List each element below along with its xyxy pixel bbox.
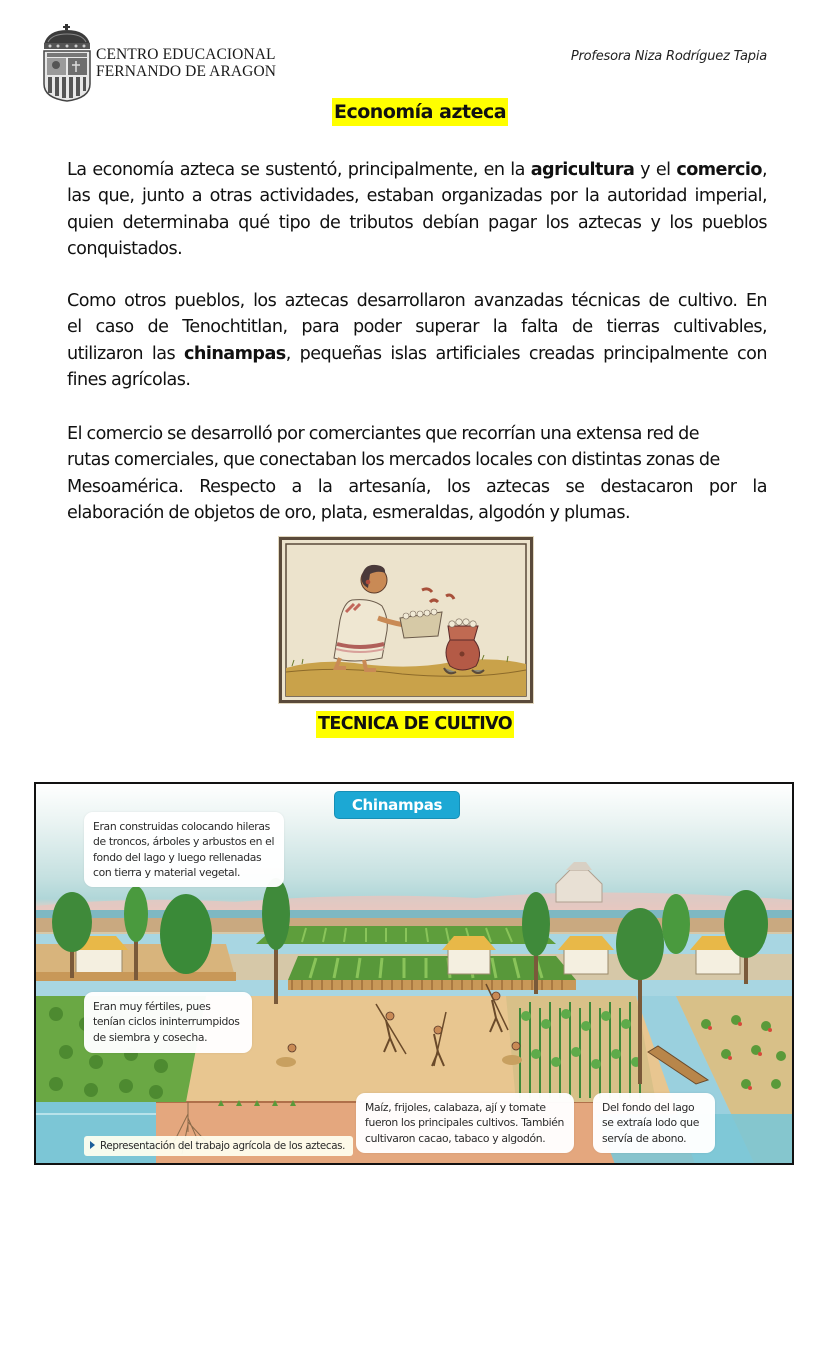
- teacher-name: Profesora Niza Rodríguez Tapia: [570, 49, 767, 64]
- text-segment: La economía azteca se sustentó, principalmente, en la: [67, 160, 531, 180]
- paragraph-line: quien determinaba qué tipo de tributos debían pagar los aztecas y los pueblos: [67, 212, 767, 233]
- paragraph-line: elaboración de objetos de oro, plata, esmeraldas, algodón y plumas.: [67, 503, 630, 524]
- callout-line: fueron los principales cultivos. También: [365, 1116, 565, 1130]
- triangle-bullet-icon: [90, 1141, 95, 1149]
- callout-line: se extraía lodo que: [602, 1116, 700, 1130]
- illustration-caption: [84, 1136, 353, 1156]
- callout-line: Del fondo del lago: [602, 1101, 695, 1114]
- school-crest-logo: [38, 24, 96, 102]
- farmer-sowing-illustration: [282, 540, 530, 700]
- text-segment: ,: [761, 160, 767, 180]
- bold-term-comercio: comercio: [676, 160, 762, 180]
- callout-fertility: [84, 992, 252, 1053]
- chinampas-label: Chinampas: [334, 791, 460, 819]
- callout-line: Eran construidas colocando hileras: [93, 820, 270, 833]
- callout-line: Eran muy fértiles, pues: [93, 1000, 211, 1013]
- bold-term-agricultura: agricultura: [530, 160, 635, 180]
- text-segment: y el: [634, 160, 677, 180]
- paragraph-commerce: [67, 421, 767, 527]
- codex-illustration: [279, 537, 533, 703]
- paragraph-economy: [67, 157, 767, 263]
- callout-line: cultivaron cacao, tabaco y algodón.: [365, 1131, 546, 1145]
- callout-line: de siembra y cosecha.: [93, 1030, 208, 1044]
- bold-term-chinampas: chinampas: [184, 343, 286, 364]
- text-segment: utilizaron las: [67, 343, 184, 364]
- callout-crops: [356, 1093, 574, 1153]
- paragraph-line: [67, 157, 767, 183]
- callout-line: tenían ciclos ininterrumpidos: [93, 1015, 240, 1029]
- paragraph-line: Como otros pueblos, los aztecas desarrollaron avanzadas técnicas de cultivo. En: [67, 291, 767, 311]
- school-name: [96, 46, 276, 80]
- paragraph-line: rutas comerciales, que conectaban los mercados locales con distintas zonas de: [67, 450, 720, 471]
- caption-text: Representación del trabajo agrícola de los aztecas.: [100, 1140, 346, 1152]
- chinampas-illustration: [34, 782, 794, 1165]
- callout-construction: [84, 812, 284, 887]
- paragraph-line: conquistados.: [67, 239, 183, 260]
- paragraph-line: el caso de Tenochtitlan, para poder superar la falta de tierras cultivables,: [67, 317, 767, 338]
- callout-line: con tierra y material vegetal.: [93, 865, 241, 879]
- school-crest-icon: [38, 24, 96, 102]
- paragraph-line: fines agrícolas.: [67, 370, 191, 391]
- callout-line: Maíz, frijoles, calabaza, ají y tomate: [365, 1101, 546, 1114]
- page-title: Economía azteca: [332, 98, 508, 126]
- school-name-line2: FERNANDO DE ARAGON: [96, 63, 277, 80]
- callout-line: fondo del lago y luego rellenadas: [93, 850, 262, 864]
- callout-fertilizer: [593, 1093, 715, 1153]
- paragraph-line: El comercio se desarrolló por comerciantes que recorrían una extensa red de: [67, 424, 700, 444]
- text-segment: , pequeñas islas artificiales creadas principalmente con: [285, 343, 767, 364]
- callout-line: de troncos, árboles y arbustos en el: [93, 835, 275, 849]
- paragraph-line: [67, 341, 767, 367]
- paragraph-line: Mesoamérica. Respecto a la artesanía, los aztecas se destacaron por la: [67, 476, 767, 497]
- callout-line: servía de abono.: [602, 1131, 687, 1145]
- paragraph-cultivation: [67, 288, 767, 394]
- paragraph-line: las que, junto a otras actividades, estaban organizadas por la autoridad imperial,: [67, 186, 767, 207]
- codex-caption: TECNICA DE CULTIVO: [316, 711, 514, 738]
- school-name-line1: CENTRO EDUCACIONAL: [96, 46, 276, 63]
